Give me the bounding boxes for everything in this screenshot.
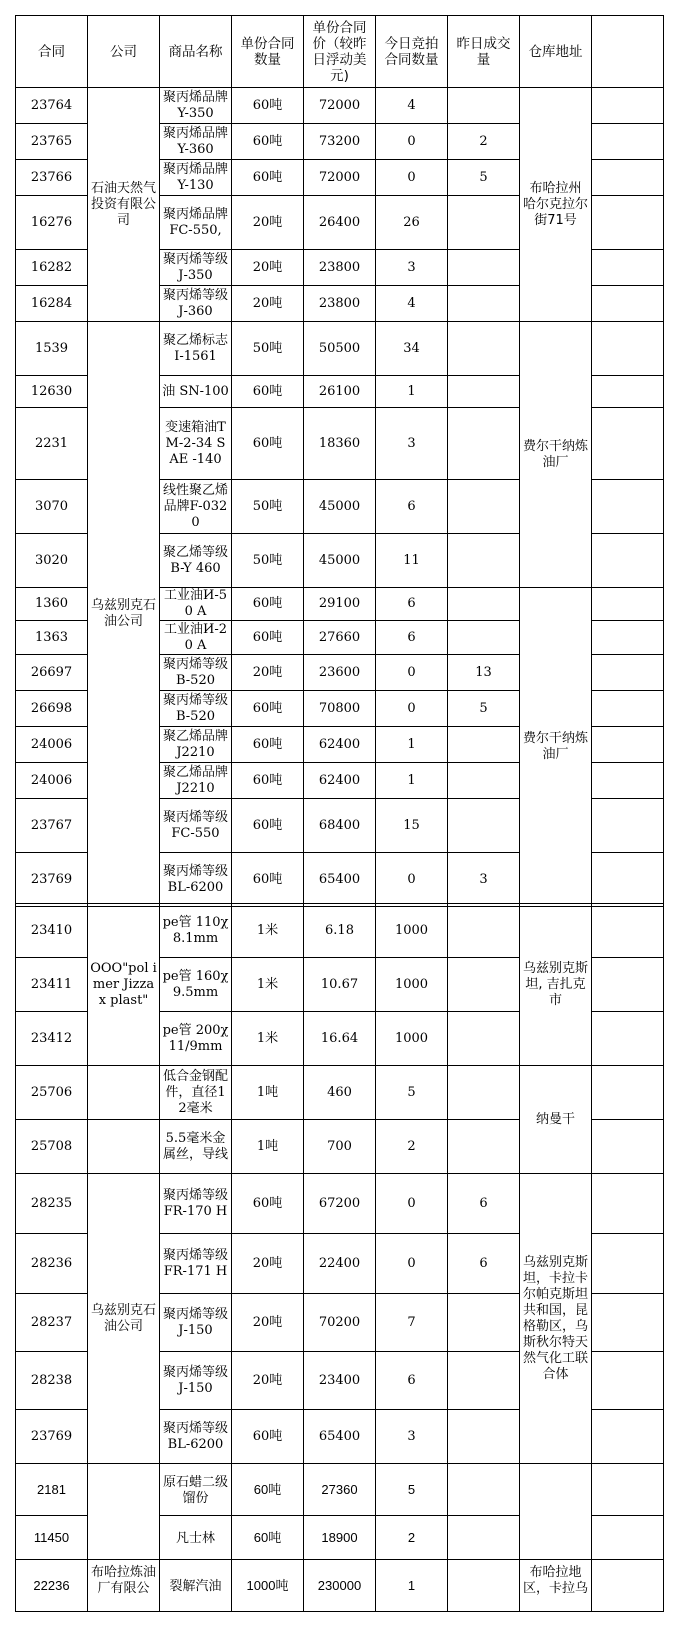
product-cell: 聚丙烯品牌Y-360 [160, 124, 232, 160]
price-cell: 72000 [304, 160, 376, 196]
contract-cell: 25708 [16, 1120, 88, 1174]
yesterday-cell: 5 [448, 160, 520, 196]
today-cell: 7 [376, 1294, 448, 1352]
product-cell: 5.5毫米金属丝，导线 [160, 1120, 232, 1174]
yesterday-cell [448, 286, 520, 322]
contract-cell: 1360 [16, 588, 88, 621]
product-cell: 聚丙烯等级J-350 [160, 250, 232, 286]
contract-cell: 16276 [16, 196, 88, 250]
qty-cell: 20吨 [232, 655, 304, 691]
price-cell: 6.18 [304, 904, 376, 958]
price-cell: 460 [304, 1066, 376, 1120]
price-cell: 70200 [304, 1294, 376, 1352]
price-cell: 26100 [304, 376, 376, 408]
yesterday-cell [448, 588, 520, 621]
qty-cell: 60吨 [232, 1516, 304, 1560]
contract-cell: 3070 [16, 480, 88, 534]
extra-cell [592, 1464, 664, 1516]
yesterday-cell [448, 1560, 520, 1612]
today-cell: 0 [376, 1234, 448, 1294]
extra-cell [592, 1516, 664, 1560]
yesterday-cell [448, 1352, 520, 1410]
contract-cell: 23412 [16, 1012, 88, 1066]
price-cell: 27660 [304, 621, 376, 655]
company-text: 布哈拉炼油厂有限公 [90, 1564, 156, 1595]
contract-cell: 23769 [16, 1410, 88, 1464]
qty-cell: 60吨 [232, 621, 304, 655]
qty-cell: 1吨 [232, 1066, 304, 1120]
yesterday-cell [448, 621, 520, 655]
today-cell: 1000 [376, 958, 448, 1012]
table-row [16, 1174, 664, 1234]
today-cell: 1 [376, 763, 448, 799]
company-cell: 乌兹别克石油公司 [88, 322, 160, 907]
product-cell: pe管 160χ 9.5mm [160, 958, 232, 1012]
qty-cell: 60吨 [232, 1464, 304, 1516]
contract-cell: 26698 [16, 691, 88, 727]
contract-cell: 1363 [16, 621, 88, 655]
table-row [16, 904, 664, 958]
contract-cell: 2181 [16, 1464, 88, 1516]
price-cell: 73200 [304, 124, 376, 160]
qty-cell: 20吨 [232, 1294, 304, 1352]
contract-cell: 23769 [16, 853, 88, 907]
price-cell: 65400 [304, 1410, 376, 1464]
today-cell: 4 [376, 286, 448, 322]
product-cell: 聚丙烯等级 FR-171 H [160, 1234, 232, 1294]
qty-cell: 20吨 [232, 1234, 304, 1294]
product-cell: 聚丙烯等级B-520 [160, 655, 232, 691]
qty-cell: 20吨 [232, 196, 304, 250]
yesterday-cell: 3 [448, 853, 520, 907]
yesterday-cell [448, 196, 520, 250]
header-today-count: 今日竞拍合同数量 [376, 16, 448, 88]
price-cell: 45000 [304, 534, 376, 588]
today-cell: 3 [376, 250, 448, 286]
price-cell: 18900 [304, 1516, 376, 1560]
qty-cell: 60吨 [232, 1174, 304, 1234]
today-cell: 1 [376, 376, 448, 408]
product-cell: 凡士林 [160, 1516, 232, 1560]
yesterday-cell [448, 534, 520, 588]
product-cell: 聚乙烯品牌J2210 [160, 727, 232, 763]
contract-cell: 25706 [16, 1066, 88, 1120]
yesterday-cell [448, 408, 520, 480]
price-cell: 27360 [304, 1464, 376, 1516]
qty-cell: 50吨 [232, 480, 304, 534]
qty-cell: 50吨 [232, 534, 304, 588]
contract-cell: 24006 [16, 763, 88, 799]
product-cell: 聚丙烯品牌Y-130 [160, 160, 232, 196]
yesterday-cell [448, 1516, 520, 1560]
company-cell-empty [88, 1464, 160, 1560]
contract-cell: 28236 [16, 1234, 88, 1294]
qty-cell: 1米 [232, 904, 304, 958]
price-cell: 67200 [304, 1174, 376, 1234]
yesterday-cell [448, 727, 520, 763]
product-cell: 聚丙烯等级J-360 [160, 286, 232, 322]
price-cell: 68400 [304, 799, 376, 853]
qty-cell: 20吨 [232, 250, 304, 286]
yesterday-cell: 13 [448, 655, 520, 691]
table-row [16, 1066, 664, 1120]
qty-cell: 60吨 [232, 799, 304, 853]
product-cell: pe管 110χ 8.1mm [160, 904, 232, 958]
price-cell: 23800 [304, 286, 376, 322]
today-cell: 0 [376, 853, 448, 907]
table-row [16, 1464, 664, 1516]
contract-cell: 22236 [16, 1560, 88, 1612]
product-cell: 线性聚乙烯品牌F-0320 [160, 480, 232, 534]
yesterday-cell [448, 1294, 520, 1352]
yesterday-cell [448, 1120, 520, 1174]
today-cell: 6 [376, 1352, 448, 1410]
auction-table [15, 15, 664, 907]
product-cell: 聚丙烯等级 J-150 [160, 1294, 232, 1352]
product-cell: 聚丙烯等级 J-150 [160, 1352, 232, 1410]
company-cell-empty [88, 1066, 160, 1120]
qty-cell: 60吨 [232, 160, 304, 196]
qty-cell: 50吨 [232, 322, 304, 376]
product-cell: 聚乙烯品牌J2210 [160, 763, 232, 799]
contract-cell: 16282 [16, 250, 88, 286]
header-row [16, 16, 664, 88]
yesterday-cell [448, 904, 520, 958]
price-cell: 72000 [304, 88, 376, 124]
header-warehouse: 仓库地址 [520, 16, 592, 88]
yesterday-cell [448, 322, 520, 376]
contract-cell: 26697 [16, 655, 88, 691]
product-cell: 聚丙烯等级B-520 [160, 691, 232, 727]
today-cell: 5 [376, 1066, 448, 1120]
qty-cell: 1米 [232, 958, 304, 1012]
today-cell: 1000 [376, 904, 448, 958]
contract-cell: 23766 [16, 160, 88, 196]
company-cell: OOO"pol imer Jizzax plast" [88, 904, 160, 1066]
price-cell: 23800 [304, 250, 376, 286]
contract-cell: 23411 [16, 958, 88, 1012]
today-cell: 0 [376, 655, 448, 691]
today-cell: 26 [376, 196, 448, 250]
qty-cell: 60吨 [232, 408, 304, 480]
contract-cell: 23410 [16, 904, 88, 958]
qty-cell: 20吨 [232, 286, 304, 322]
price-cell: 10.67 [304, 958, 376, 1012]
contract-cell: 3020 [16, 534, 88, 588]
qty-cell: 60吨 [232, 1410, 304, 1464]
contract-cell: 12630 [16, 376, 88, 408]
today-cell: 6 [376, 480, 448, 534]
product-cell: 变速箱油TM-2-34 SAE -140 [160, 408, 232, 480]
product-cell: 聚丙烯等级 FR-170 H [160, 1174, 232, 1234]
yesterday-cell [448, 958, 520, 1012]
product-cell: 聚丙烯品牌Y-350 [160, 88, 232, 124]
header-product: 商品名称 [160, 16, 232, 88]
price-cell: 22400 [304, 1234, 376, 1294]
today-cell: 11 [376, 534, 448, 588]
today-cell: 34 [376, 322, 448, 376]
today-cell: 4 [376, 88, 448, 124]
today-cell: 0 [376, 124, 448, 160]
company-cell: 石油天然气投资有限公司 [88, 88, 160, 322]
product-cell: 聚丙烯品牌FC-550, [160, 196, 232, 250]
qty-cell: 1000吨 [232, 1560, 304, 1612]
table-row [16, 1560, 664, 1612]
qty-cell: 1吨 [232, 1120, 304, 1174]
qty-cell: 20吨 [232, 1352, 304, 1410]
table-row [16, 322, 664, 376]
product-cell: 聚丙烯等级BL-6200 [160, 1410, 232, 1464]
product-cell: 聚乙烯等级B-Y 460 [160, 534, 232, 588]
price-cell: 50500 [304, 322, 376, 376]
warehouse-cell: 纳曼干 [520, 1066, 592, 1174]
company-cell: 乌兹别克石油公司 [88, 1174, 160, 1464]
price-cell: 23600 [304, 655, 376, 691]
contract-cell: 28237 [16, 1294, 88, 1352]
contract-cell: 23765 [16, 124, 88, 160]
yesterday-cell: 6 [448, 1174, 520, 1234]
today-cell: 1 [376, 727, 448, 763]
price-cell: 62400 [304, 727, 376, 763]
price-cell: 230000 [304, 1560, 376, 1612]
yesterday-cell [448, 799, 520, 853]
yesterday-cell [448, 1410, 520, 1464]
price-cell: 45000 [304, 480, 376, 534]
yesterday-cell: 5 [448, 691, 520, 727]
today-cell: 0 [376, 1174, 448, 1234]
product-cell: 工业油И-20 A [160, 621, 232, 655]
today-cell: 1 [376, 1560, 448, 1612]
price-cell: 26400 [304, 196, 376, 250]
auction-table-continued [15, 903, 664, 1612]
product-cell: 聚丙烯等级BL-6200 [160, 853, 232, 907]
yesterday-cell [448, 88, 520, 124]
yesterday-cell: 6 [448, 1234, 520, 1294]
price-cell: 700 [304, 1120, 376, 1174]
product-cell: 裂解汽油 [160, 1560, 232, 1612]
product-cell: 工业油И-50 A [160, 588, 232, 621]
product-cell: 油 SN-100 [160, 376, 232, 408]
contract-cell: 24006 [16, 727, 88, 763]
today-cell: 1000 [376, 1012, 448, 1066]
today-cell: 0 [376, 691, 448, 727]
product-cell: 聚乙烯标志I-1561 [160, 322, 232, 376]
contract-cell: 23767 [16, 799, 88, 853]
price-cell: 62400 [304, 763, 376, 799]
qty-cell: 60吨 [232, 691, 304, 727]
price-cell: 23400 [304, 1352, 376, 1410]
price-cell: 16.64 [304, 1012, 376, 1066]
qty-cell: 60吨 [232, 376, 304, 408]
product-cell: pe管 200χ 11/9mm [160, 1012, 232, 1066]
yesterday-cell [448, 250, 520, 286]
today-cell: 5 [376, 1464, 448, 1516]
warehouse-text: 布哈拉地区，卡拉乌 [522, 1564, 588, 1595]
price-cell: 70800 [304, 691, 376, 727]
header-price: 单份合同价（较昨日浮动美元) [304, 16, 376, 88]
qty-cell: 60吨 [232, 853, 304, 907]
today-cell: 3 [376, 1410, 448, 1464]
yesterday-cell: 2 [448, 124, 520, 160]
header-company: 公司 [88, 16, 160, 88]
contract-cell: 2231 [16, 408, 88, 480]
price-cell: 65400 [304, 853, 376, 907]
today-cell: 6 [376, 588, 448, 621]
yesterday-cell [448, 1066, 520, 1120]
today-cell: 0 [376, 160, 448, 196]
warehouse-cell-empty [520, 1464, 592, 1560]
product-cell: 原石蜡二级馏份 [160, 1464, 232, 1516]
today-cell: 6 [376, 621, 448, 655]
contract-cell: 28235 [16, 1174, 88, 1234]
qty-cell: 60吨 [232, 588, 304, 621]
qty-cell: 60吨 [232, 763, 304, 799]
yesterday-cell [448, 1012, 520, 1066]
contract-cell: 23764 [16, 88, 88, 124]
qty-cell: 60吨 [232, 88, 304, 124]
extra-cell [592, 1560, 664, 1612]
qty-cell: 60吨 [232, 124, 304, 160]
contract-cell: 1539 [16, 322, 88, 376]
yesterday-cell [448, 480, 520, 534]
warehouse-cell: 乌兹别克斯坦，卡拉卡尔帕克斯坦共和国，昆格勒区，乌斯秋尔特天然气化工联合体 [520, 1174, 592, 1464]
contract-cell: 28238 [16, 1352, 88, 1410]
price-cell: 18360 [304, 408, 376, 480]
header-contract: 合同 [16, 16, 88, 88]
product-cell: 聚丙烯等级FC-550 [160, 799, 232, 853]
yesterday-cell [448, 1464, 520, 1516]
today-cell: 15 [376, 799, 448, 853]
qty-cell: 1米 [232, 1012, 304, 1066]
qty-cell: 60吨 [232, 727, 304, 763]
product-cell: 低合金钢配件，直径12毫米 [160, 1066, 232, 1120]
warehouse-cell: 布哈拉州 哈尔克拉尔街71号 [520, 88, 592, 322]
warehouse-cell: 费尔干纳炼油厂 [520, 588, 592, 907]
price-cell: 29100 [304, 588, 376, 621]
today-cell: 2 [376, 1120, 448, 1174]
contract-cell: 11450 [16, 1516, 88, 1560]
company-cell [88, 1560, 160, 1612]
yesterday-cell [448, 376, 520, 408]
header-quantity: 单份合同数量 [232, 16, 304, 88]
warehouse-cell: 费尔干纳炼油厂 [520, 322, 592, 588]
company-cell-empty [88, 1120, 160, 1174]
today-cell: 2 [376, 1516, 448, 1560]
yesterday-cell [448, 763, 520, 799]
warehouse-cell: 乌兹别克斯坦, 吉扎克市 [520, 904, 592, 1066]
warehouse-cell [520, 1560, 592, 1612]
contract-cell: 16284 [16, 286, 88, 322]
table-row [16, 88, 664, 124]
today-cell: 3 [376, 408, 448, 480]
header-yesterday-volume: 昨日成交量 [448, 16, 520, 88]
